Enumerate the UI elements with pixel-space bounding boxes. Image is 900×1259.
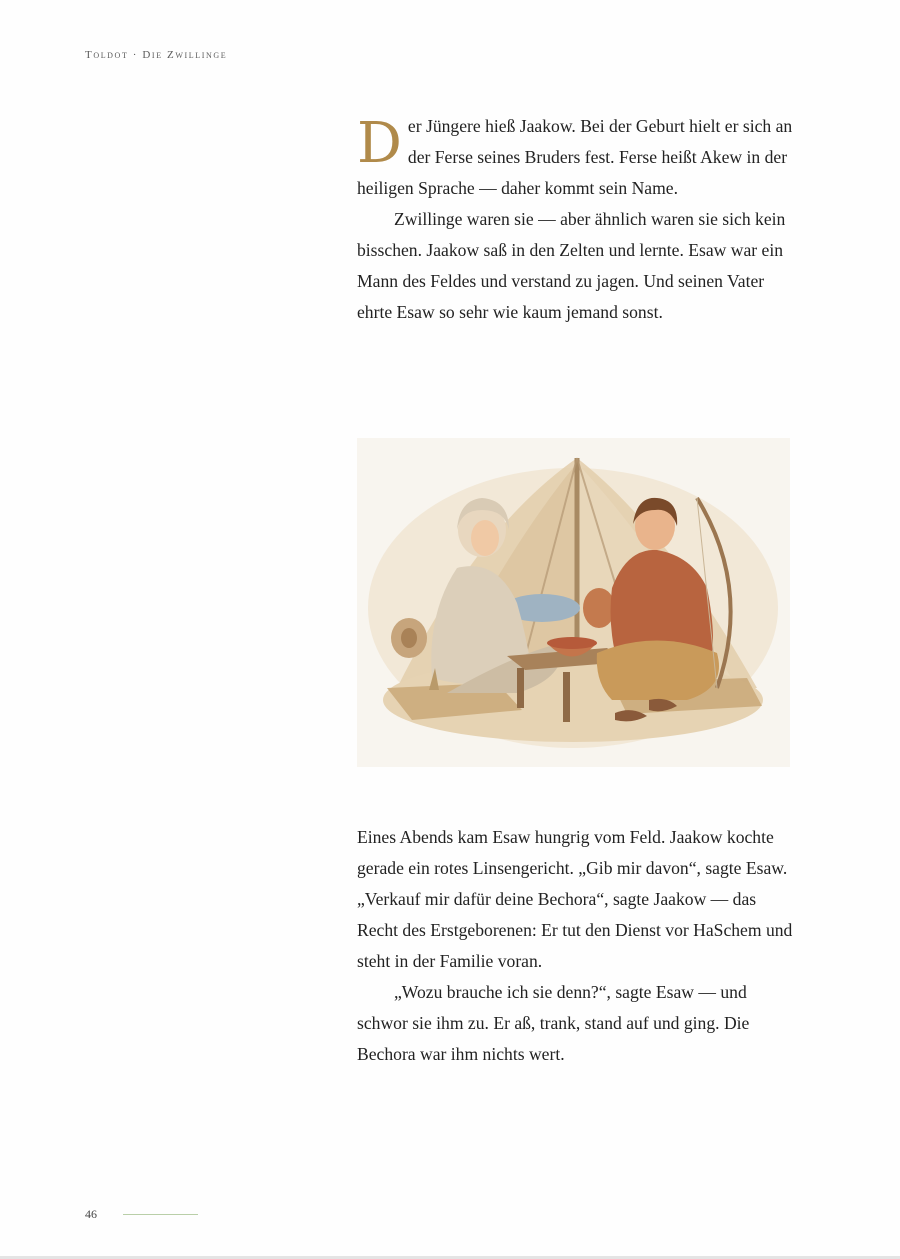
paragraph-evening: Eines Abends kam Esaw hungrig vom Feld. Jaakow kochte gerade ein rotes Linsengericht. „Gib mir davon“, sagte Esaw. „Verkauf mir dafür deine Bechora“, sagte Jaakow — das Recht des Erstgeborenen: Er tut den Dienst vor HaSchem und steht in der Familie voran. [357,827,793,971]
paragraph-twins: Zwillinge waren sie — aber ähnlich waren sie sich kein bisschen. Jaakow saß in den Zelten und lernte. Esaw war ein Mann des Feldes und verstand zu jagen. Und seinen Vater ehrte Esaw so sehr wie kaum jemand sonst. [357,209,786,322]
page-number: 46 [85,1207,97,1221]
watercolor-illustration [357,438,790,767]
illustration-tent-scene [357,438,790,767]
footer-rule [123,1214,198,1215]
text-block-lentil-stew [357,822,793,1070]
paragraph-opening-text: er Jüngere hieß Jaakow. Bei der Geburt hielt er sich an der Ferse seines Bruders fest. Ferse heißt Akew in der heiligen Sprache — daher kommt sein Name. [357,116,793,198]
drop-cap: D [357,111,402,176]
paragraph-opening [357,111,793,204]
text-block-opening [357,111,793,328]
paragraph-oath: „Wozu brauche ich sie denn?“, sagte Esaw — und schwor sie ihm zu. Er aß, trank, stand auf und ging. Die Bechora war ihm nichts wert. [357,982,750,1064]
running-head: Toldot · Die Zwillinge [85,49,228,61]
